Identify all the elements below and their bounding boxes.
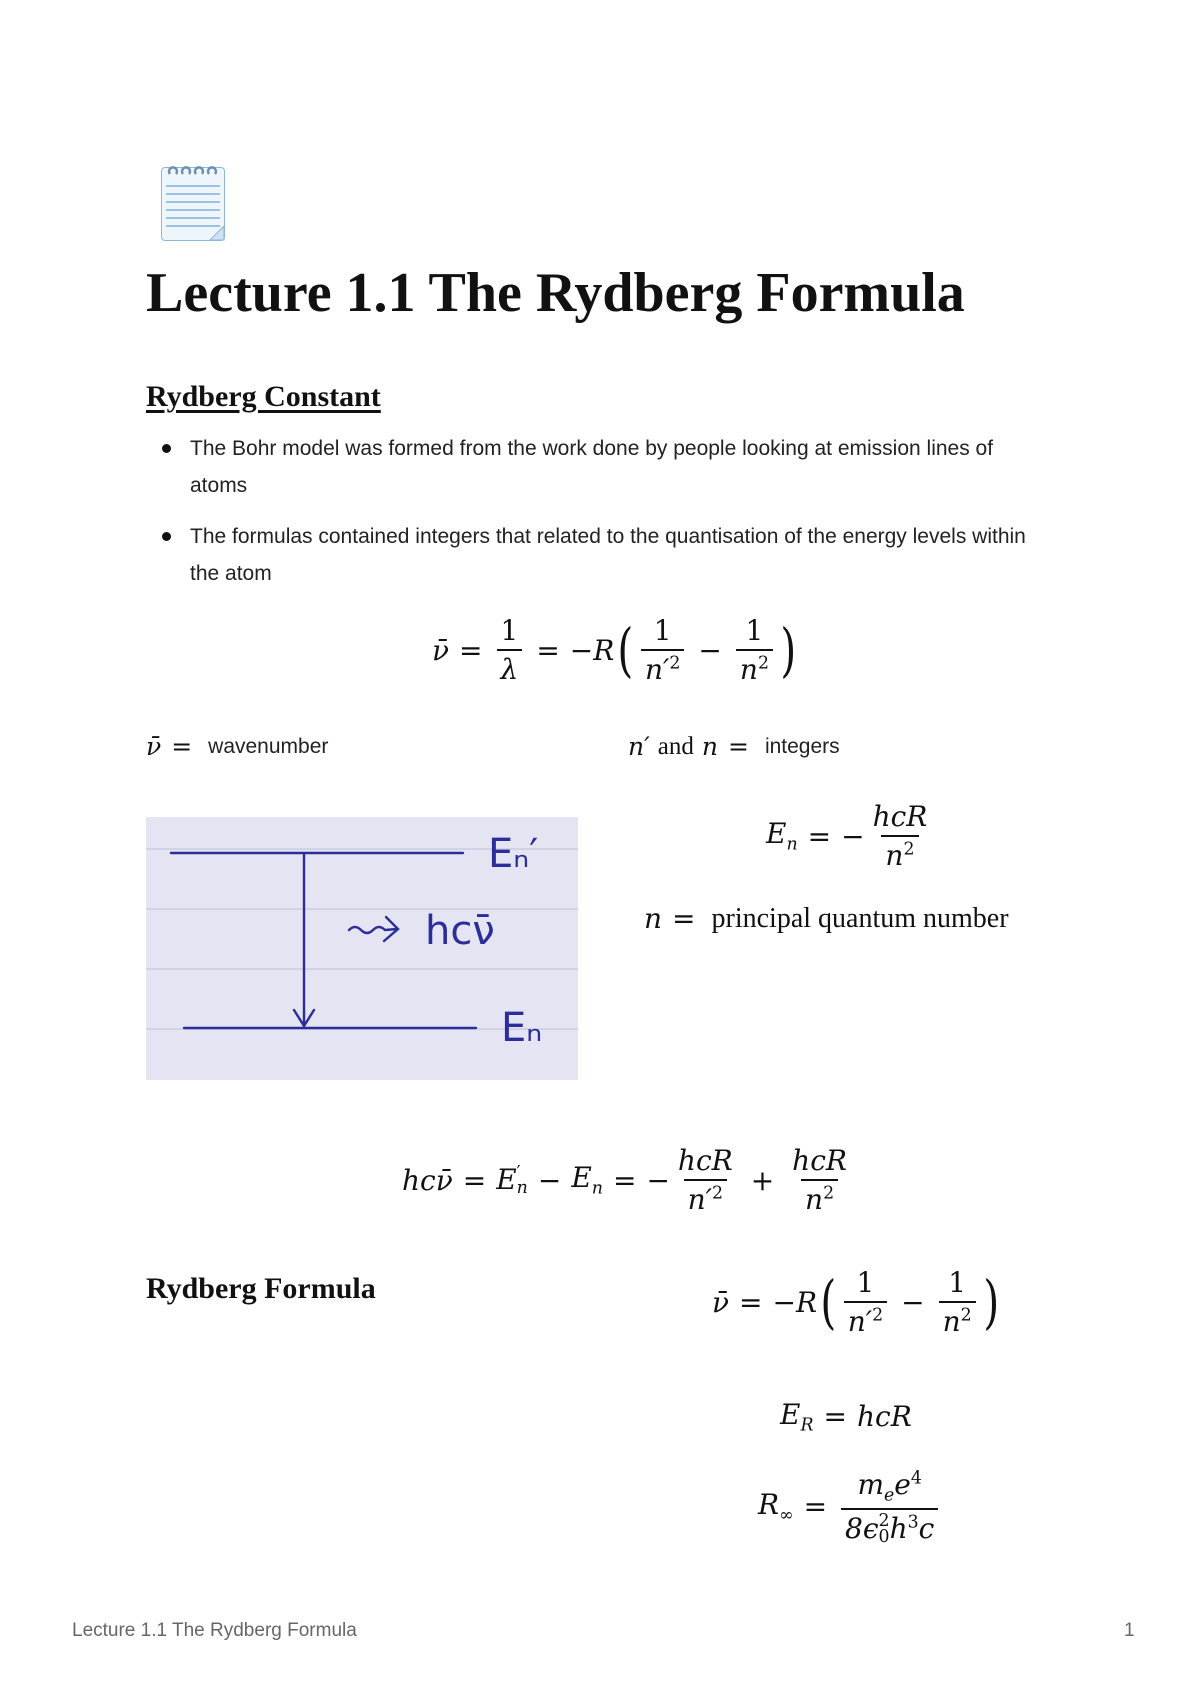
- upper-level-label: Eₙ′: [488, 831, 539, 877]
- section-heading-rydberg-formula: Rydberg Formula: [146, 1272, 376, 1305]
- definition-integers: n′ and n = integers: [628, 732, 840, 761]
- footer-page-number: 1: [1124, 1620, 1135, 1641]
- transition-energy-label: hcν̄: [425, 908, 495, 954]
- list-item: The formulas contained integers that related to the quantisation of the energy levels within the atom: [146, 518, 1056, 592]
- definition-principal-quantum-number: n = principal quantum number: [644, 902, 1009, 935]
- page-title: Lecture 1.1 The Rydberg Formula: [146, 262, 965, 324]
- definition-wavenumber: ν̄ = wavenumber: [146, 732, 329, 761]
- equation-wavenumber: ν̄ = $\frac{1}{\lambda}$ = −R ( $\frac{1}{n'^2}$ − $\frac{1}{n^2}$ ): [432, 614, 797, 686]
- notepad-icon: [158, 158, 228, 242]
- bullet-list: [146, 430, 1056, 606]
- equation-energy-level: $E_n$ = − $\frac{\text{hcR}}{n^2}$: [766, 800, 928, 872]
- footer-document-title: Lecture 1.1 The Rydberg Formula: [72, 1620, 357, 1641]
- lower-level-label: Eₙ: [501, 1005, 543, 1051]
- equation-transition-energy: hcν̄ = E ′ n − $E_n$ = − $\frac{\text{hcR}}{n'^2}$ + $\frac{\text{hcR}}{n^2}$: [402, 1144, 847, 1216]
- list-item: The Bohr model was formed from the work done by people looking at emission lines of atoms: [146, 430, 1056, 504]
- equation-rydberg-energy: $E_R$ = hcR: [780, 1398, 912, 1436]
- section-heading-rydberg-constant: Rydberg Constant: [146, 380, 381, 413]
- energy-level-diagram: [146, 817, 578, 1080]
- equation-rydberg-formula: ν̄ = −R ( $\frac{1}{n'^2}$ − $\frac{1}{n^2}$ ): [712, 1266, 999, 1338]
- equation-rydberg-constant-infinity: $R_\infty$ = $m_ee^4$ 8ϵ 2 0 $h^3c$: [758, 1468, 942, 1546]
